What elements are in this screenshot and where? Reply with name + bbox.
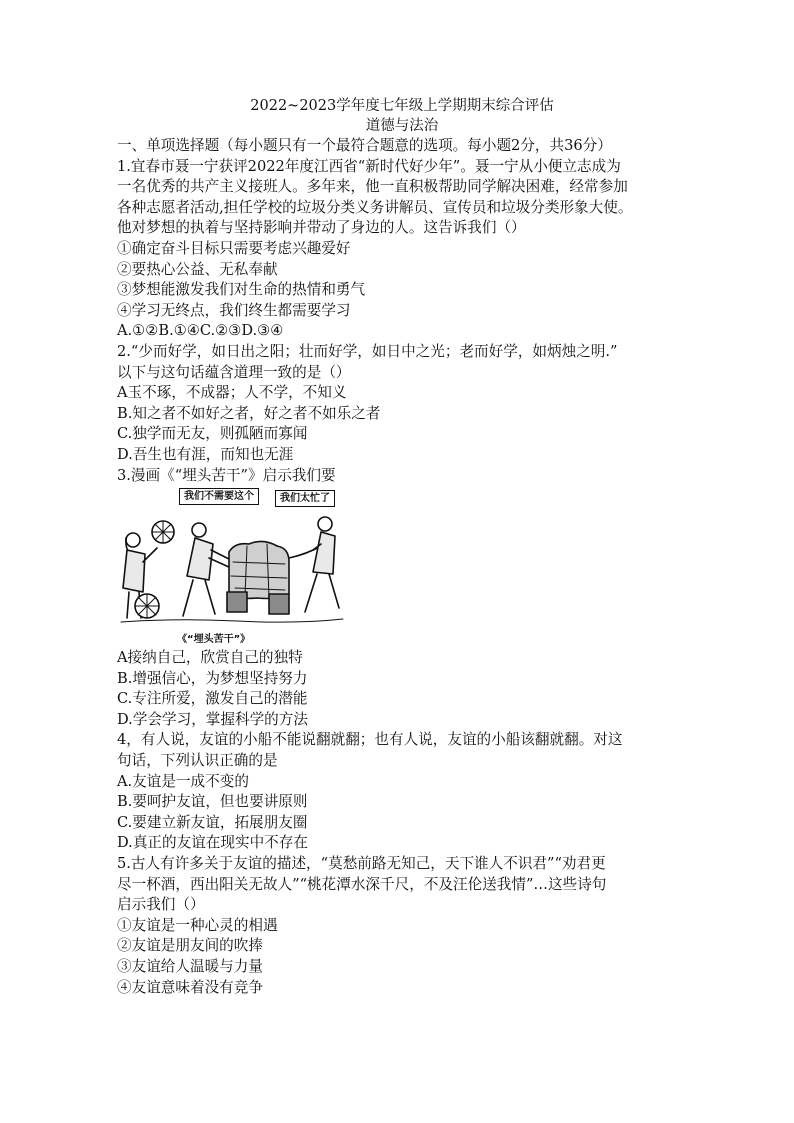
q3-stem: 3.漫画《“埋头苦干”》启示我们要 [117,466,336,484]
cartoon-illustration [117,488,347,648]
q1-options: A.①②B.①④C.②③D.③④ [117,322,284,340]
q1-item: ①确定奋斗目标只需要考虑兴趣爱好 [117,239,351,257]
question-1 [117,157,687,342]
q1-stem-line: 1.宜春市聂一宁获评2022年度江西省“新时代好少年”。聂一宁从小便立志成为 [117,157,621,175]
q4-stem-line: 句话，下列认识正确的是 [117,752,278,770]
q5-item: ③友谊给人温暖与力量 [117,958,263,975]
q1-stem-line: 各种志愿者活动,担任学校的垃圾分类义务讲解员、宣传员和垃圾分类形象大使。 [117,198,633,216]
question-4 [117,730,687,854]
q2-option: D.吾生也有涯，而知也无涯 [117,445,294,463]
q1-stem-line: 他对梦想的执着与坚持影响并带动了身边的人。这告诉我们（） [117,219,526,237]
q1-stem-line: 一名优秀的共产主义接班人。多年来，他一直积极帮助同学解决困难，经常参加 [117,178,628,196]
q2-option: A玉不琢，不成器；人不学，不知义 [117,384,347,402]
q5-item: ②友谊是朋友间的吹捧 [117,937,263,955]
q3-option: C.专注所爱，激发自己的潜能 [117,690,308,708]
q2-option: C.独学而无友，则孤陋而寡闻 [117,425,308,443]
q1-item: ②要热心公益、无私奉献 [117,260,278,278]
question-2 [117,342,687,466]
q4-option: A.友谊是一成不变的 [117,772,249,790]
exam-title: 2022~2023学年度七年级上学期期末综合评估 [250,98,554,114]
q4-stem-line: 4，有人说，友谊的小船不能说翻就翻；也有人说，友谊的小船该翻就翻。对这 [117,731,623,749]
q3-option: D.学会学习，掌握科学的方法 [117,710,308,728]
q2-option: B.知之者不如好之者，好之者不如乐之者 [117,404,381,422]
q5-item: ①友谊是一种心灵的相遇 [117,916,278,934]
cartoon-drawing [117,488,347,648]
q2-stem-line: 以下与这句话蕴含道理一致的是（） [117,363,351,381]
q5-stem-line: 5.古人有许多关于友谊的描述，“莫愁前路无知己，天下谁人不识君”“劝君更 [117,855,606,873]
cartoon-caption: 《“埋头苦干”》 [177,634,251,646]
q3-option: A接纳自己，欣赏自己的独特 [117,649,303,667]
q3-option: B.增强信心，为梦想坚持努力 [117,669,308,687]
question-3 [117,466,687,731]
question-5 [117,854,687,998]
speech-bubble-left: 我们不需要这个 [179,488,259,505]
q2-stem-line: 2.“少而好学，如日出之阳；壮而好学，如日中之光；老而好学，如炳烛之明.” [117,342,618,360]
q4-option: D.真正的友谊在现实中不存在 [117,834,308,852]
q1-item: ④学习无终点，我们终生都需要学习 [117,301,351,319]
exam-page [117,96,687,998]
q5-stem-line: 尽一杯酒，西出阳关无故人”“桃花潭水深千尺，不及汪伦送我情”…这些诗句 [117,875,607,893]
q1-item: ③梦想能激发我们对生命的热情和勇气 [117,281,366,299]
q4-option: B.要呵护友谊，但也要讲原则 [117,793,308,811]
subject-title: 道德与法治 [365,118,439,134]
q4-option: C.要建立新友谊，拓展朋友圈 [117,813,308,831]
q5-stem-line: 启示我们（） [117,896,205,914]
q5-item: ④友谊意味着没有竞争 [117,978,263,996]
section-heading: 一、单项选择题（每小题只有一个最符合题意的选项。每小题2分，共36分） [117,137,612,154]
speech-bubble-right: 我们太忙了 [275,490,335,507]
